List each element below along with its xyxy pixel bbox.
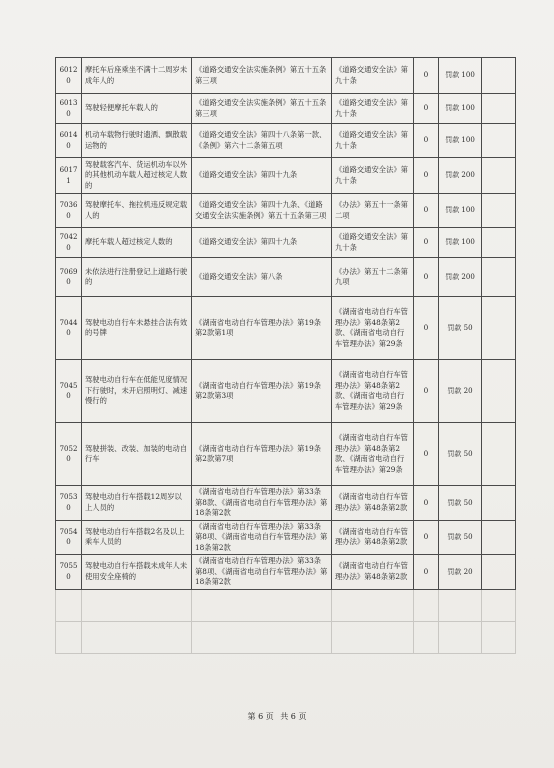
violation-code: 60130: [56, 94, 82, 124]
penalty-points: 0: [414, 124, 439, 158]
table-row: [56, 555, 516, 590]
violation-code: 70420: [56, 228, 82, 258]
violation-code: 70530: [56, 486, 82, 521]
violated-law: 《道路交通安全法》第四十八条第一款、《条例》第六十二条第五项: [192, 124, 332, 158]
violation-behavior: 驾驶电动自行车搭载未成年人未使用安全座椅的: [82, 555, 192, 590]
penalty-basis: 《道路交通安全法》第九十条: [332, 58, 414, 94]
table-row: [56, 520, 516, 555]
fine-amount: 罚款 100: [439, 94, 482, 124]
violated-law: 《湖南省电动自行车管理办法》第33条第8项、《湖南省电动自行车管理办法》第18条第2款: [192, 555, 332, 590]
violated-law: 《道路交通安全法实施条例》第五十五条第三项: [192, 58, 332, 94]
penalty-basis: 《道路交通安全法》第九十条: [332, 124, 414, 158]
empty-cell: [482, 360, 516, 423]
penalty-points: 0: [414, 555, 439, 590]
table-row: [56, 360, 516, 423]
table-row: [56, 228, 516, 258]
empty-cell: [482, 555, 516, 590]
faded-cell: [332, 589, 414, 621]
violation-behavior: 摩托车后座乘坐不满十二周岁未成年人的: [82, 58, 192, 94]
violation-behavior: 机动车载物行驶时遗洒、飘散载运物的: [82, 124, 192, 158]
violation-code: 70520: [56, 423, 82, 486]
penalty-points: 0: [414, 158, 439, 194]
faded-cell: [439, 589, 482, 621]
table-row: [56, 258, 516, 297]
faded-cell: [482, 589, 516, 621]
empty-cell: [482, 124, 516, 158]
table-row: [56, 158, 516, 194]
violation-code: 60120: [56, 58, 82, 94]
empty-cell: [482, 297, 516, 360]
violated-law: 《湖南省电动自行车管理办法》第19条第2款第3项: [192, 360, 332, 423]
table-row: [56, 297, 516, 360]
violation-behavior: 驾驶电动自行车未悬挂合法有效的号牌: [82, 297, 192, 360]
penalty-basis: 《湖南省电动自行车管理办法》第48条第2款: [332, 486, 414, 521]
violation-behavior: 驾驶电动自行车在低能见度情况下行驶时，未开启照明灯、减速慢行的: [82, 360, 192, 423]
violation-behavior: 驾驶电动自行车搭载12周岁以上人员的: [82, 486, 192, 521]
violation-behavior: 未依法进行注册登记上道路行驶的: [82, 258, 192, 297]
fine-amount: 罚款 50: [439, 486, 482, 521]
faded-cell: [82, 621, 192, 653]
fine-amount: 罚款 50: [439, 297, 482, 360]
faded-cell: [439, 621, 482, 653]
violation-code: 70360: [56, 194, 82, 228]
empty-cell: [482, 423, 516, 486]
violated-law: 《道路交通安全法》第四十九条: [192, 228, 332, 258]
penalty-points: 0: [414, 520, 439, 555]
violation-behavior: 驾驶摩托车、拖拉机违反规定载人的: [82, 194, 192, 228]
penalty-points: 0: [414, 486, 439, 521]
violated-law: 《道路交通安全法实施条例》第五十五条第三项: [192, 94, 332, 124]
fine-amount: 罚款 100: [439, 194, 482, 228]
violation-behavior: 摩托车载人超过核定人数的: [82, 228, 192, 258]
fine-amount: 罚款 50: [439, 520, 482, 555]
violated-law: 《湖南省电动自行车管理办法》第19条第2款第7项: [192, 423, 332, 486]
penalty-basis: 《道路交通安全法》第九十条: [332, 158, 414, 194]
table-row: [56, 94, 516, 124]
empty-cell: [482, 194, 516, 228]
page-footer: [0, 711, 554, 722]
fine-amount: 罚款 100: [439, 58, 482, 94]
violation-code: 70540: [56, 520, 82, 555]
page-total: 共 6 页: [280, 712, 307, 721]
table-row: [56, 124, 516, 158]
violation-code: 60140: [56, 124, 82, 158]
table-row: [56, 423, 516, 486]
table-row: [56, 486, 516, 521]
violated-law: 《道路交通安全法》第四十九条: [192, 158, 332, 194]
penalty-basis: 《湖南省电动自行车管理办法》第48条第2款、《湖南省电动自行车管理办法》第29条: [332, 297, 414, 360]
fine-amount: 罚款 20: [439, 555, 482, 590]
violation-behavior: 驾驶电动自行车搭载2名及以上乘车人员的: [82, 520, 192, 555]
fine-amount: 罚款 200: [439, 258, 482, 297]
fine-amount: 罚款 100: [439, 228, 482, 258]
empty-cell: [482, 520, 516, 555]
penalty-points: 0: [414, 58, 439, 94]
violation-behavior: 驾驶拼装、改装、加装的电动自行车: [82, 423, 192, 486]
empty-cell: [482, 228, 516, 258]
fine-amount: 罚款 100: [439, 124, 482, 158]
fine-amount: 罚款 50: [439, 423, 482, 486]
violation-code: 60171: [56, 158, 82, 194]
penalty-points: 0: [414, 258, 439, 297]
empty-cell: [482, 158, 516, 194]
violated-law: 《道路交通安全法》第八条: [192, 258, 332, 297]
empty-cell: [482, 94, 516, 124]
faded-cell: [82, 589, 192, 621]
penalty-points: 0: [414, 423, 439, 486]
penalty-points: 0: [414, 228, 439, 258]
penalty-basis: 《湖南省电动自行车管理办法》第48条第2款、《湖南省电动自行车管理办法》第29条: [332, 423, 414, 486]
fine-amount: 罚款 20: [439, 360, 482, 423]
penalty-points: 0: [414, 94, 439, 124]
violated-law: 《湖南省电动自行车管理办法》第33条第8项、《湖南省电动自行车管理办法》第18条第2款: [192, 520, 332, 555]
faded-row: [56, 589, 516, 621]
penalty-points: 0: [414, 360, 439, 423]
empty-cell: [482, 486, 516, 521]
violation-behavior: 驾驶载客汽车、货运机动车以外的其他机动车载人超过核定人数的: [82, 158, 192, 194]
faded-cell: [56, 589, 82, 621]
penalty-basis: 《湖南省电动自行车管理办法》第48条第2款: [332, 520, 414, 555]
faded-cell: [414, 589, 439, 621]
violation-code: 70550: [56, 555, 82, 590]
violated-law: 《道路交通安全法》第四十九条、《道路交通安全法实施条例》第五十五条第三项: [192, 194, 332, 228]
faded-cell: [192, 589, 332, 621]
penalty-basis: 《湖南省电动自行车管理办法》第48条第2款: [332, 555, 414, 590]
penalty-points: 0: [414, 194, 439, 228]
violation-code: 70440: [56, 297, 82, 360]
empty-cell: [482, 58, 516, 94]
penalty-points: 0: [414, 297, 439, 360]
penalty-basis: 《道路交通安全法》第九十条: [332, 94, 414, 124]
table-row: [56, 58, 516, 94]
table-row: [56, 194, 516, 228]
violated-law: 《湖南省电动自行车管理办法》第19条第2款第1项: [192, 297, 332, 360]
penalty-basis: 《道路交通安全法》第九十条: [332, 228, 414, 258]
fine-amount: 罚款 200: [439, 158, 482, 194]
faded-cell: [56, 621, 82, 653]
page-number: 第 6 页: [247, 712, 274, 721]
faded-cell: [482, 621, 516, 653]
penalty-basis: 《办法》第五十二条第九项: [332, 258, 414, 297]
penalty-basis: 《办法》第五十一条第二项: [332, 194, 414, 228]
faded-cell: [192, 621, 332, 653]
empty-cell: [482, 258, 516, 297]
faded-cell: [414, 621, 439, 653]
violated-law: 《湖南省电动自行车管理办法》第33条第8款、《湖南省电动自行车管理办法》第18条第2款: [192, 486, 332, 521]
violation-code: 70690: [56, 258, 82, 297]
faded-cell: [332, 621, 414, 653]
violation-table: [55, 57, 516, 654]
faded-row: [56, 621, 516, 653]
violation-code: 70450: [56, 360, 82, 423]
violation-behavior: 驾驶轻便摩托车载人的: [82, 94, 192, 124]
penalty-basis: 《湖南省电动自行车管理办法》第48条第2款、《湖南省电动自行车管理办法》第29条: [332, 360, 414, 423]
table-body: [56, 58, 516, 654]
